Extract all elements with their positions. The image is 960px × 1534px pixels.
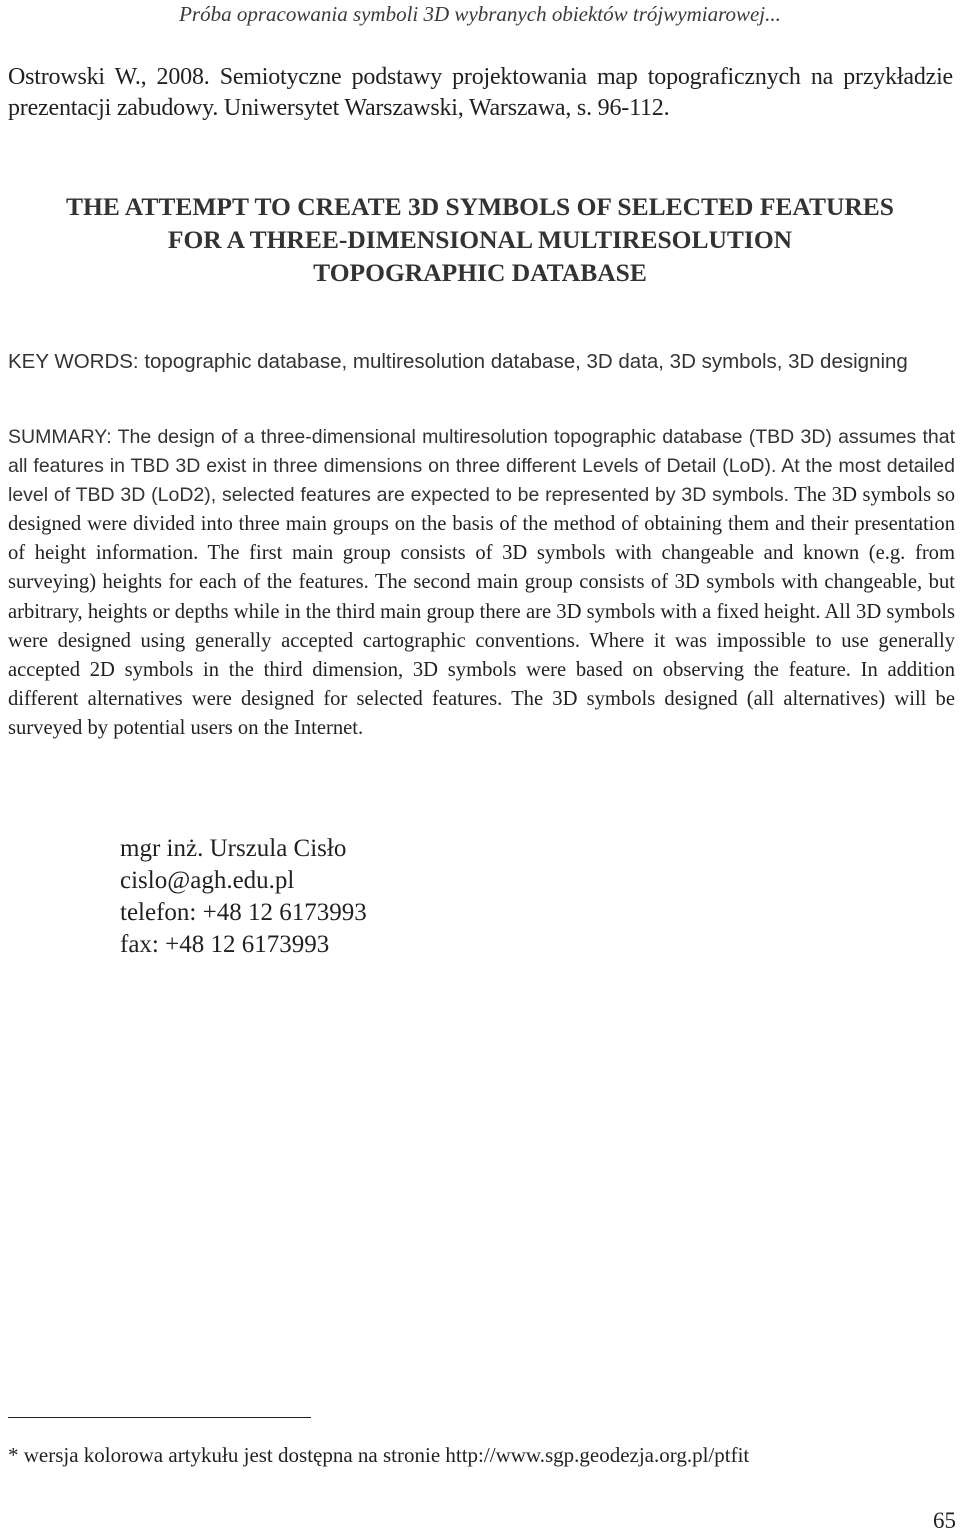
title-line-1: THE ATTEMPT TO CREATE 3D SYMBOLS OF SELECTED FEATURES bbox=[65, 192, 894, 221]
title-line-3: TOPOGRAPHIC DATABASE bbox=[313, 258, 647, 287]
author-contact bbox=[120, 833, 367, 961]
title-line-2: FOR A THREE-DIMENSIONAL MULTIRESOLUTION bbox=[167, 225, 793, 254]
running-head: Próba opracowania symboli 3D wybranych obiektów trójwymiarowej... bbox=[179, 2, 781, 26]
article-title bbox=[0, 190, 960, 289]
footnote-rule bbox=[8, 1417, 311, 1418]
author-phone: telefon: +48 12 6173993 bbox=[120, 899, 367, 926]
summary-lead: SUMMARY: The design of a three-dimensional multiresolution topographic database (TBD 3D) assumes that all features in TBD 3D exist in three dimensions on three different Levels of Detail (LoD). At the most detailed level of TBD 3D (LoD2), selected features are expected to be represented by 3D symbols. bbox=[8, 426, 955, 507]
summary-body: The 3D symbols so designed were divided into three main groups on the basis of the method of obtaining them and their presentation of height information. The first main group consists of 3D symbols with changeable and known (e.g. from surveying) heights for each of the features. The second main group consists of 3D symbols with changeable, but arbitrary, heights or depths while in the third main group there are 3D symbols with a fixed height. All 3D symbols were designed using generally accepted cartographic conventions. Where it was impossible to use generally accepted 2D symbols in the third dimension, 3D symbols were based on observing the feature. In addition different alternatives were designed for selected features. The 3D symbols designed (all alternatives) will be surveyed by potential users on the Internet. bbox=[8, 484, 955, 739]
page-number: 65 bbox=[933, 1508, 956, 1533]
author-name: mgr inż. Urszula Cisło bbox=[120, 835, 347, 862]
keywords: KEY WORDS: topographic database, multiresolution database, 3D data, 3D symbols, 3D designing bbox=[8, 350, 908, 373]
summary bbox=[8, 423, 955, 743]
footnote: * wersja kolorowa artykułu jest dostępna na stronie http://www.sgp.geodezja.org.pl/ptfit bbox=[8, 1443, 750, 1467]
author-fax: fax: +48 12 6173993 bbox=[120, 931, 330, 958]
author-email[interactable]: cislo@agh.edu.pl bbox=[120, 867, 295, 894]
reference-entry: Ostrowski W., 2008. Semiotyczne podstawy projektowania map topograficznych na przykładzie prezentacji zabudowy. Uniwersytet Warszawski, Warszawa, s. 96-112. bbox=[8, 64, 953, 121]
